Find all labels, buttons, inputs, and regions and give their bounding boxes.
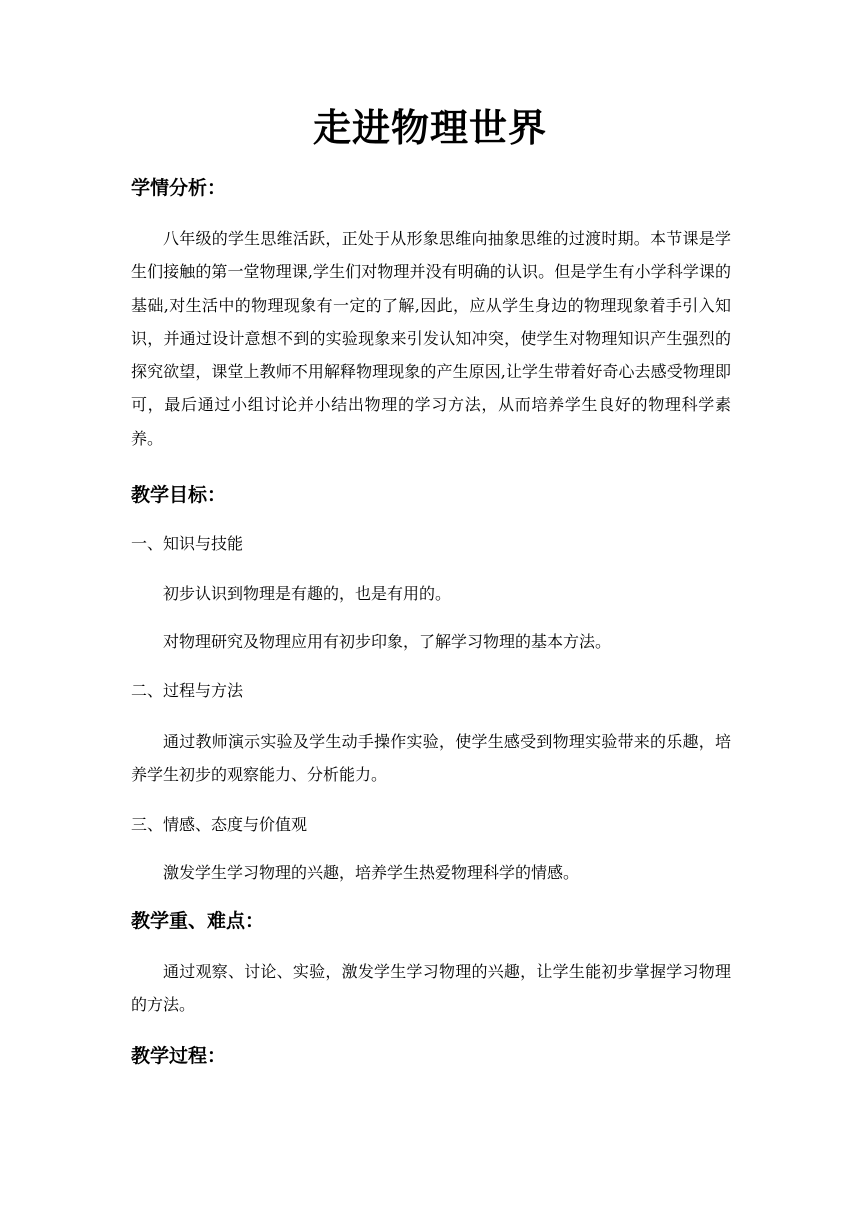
emotion-values-title: 三、情感、态度与价值观 xyxy=(131,815,308,834)
knowledge-item-2: 对物理研究及物理应用有初步印象，了解学习物理的基本方法。 xyxy=(163,632,612,651)
objectives-heading: 教学目标： xyxy=(131,484,227,506)
emotion-values-text: 激发学生学习物理的兴趣，培养学生热爱物理科学的情感。 xyxy=(163,863,580,882)
process-methods-text: 通过教师演示实验及学生动手操作实验，使学生感受到物理实验带来的乐趣，培养学生初步的观察能力、分析能力。 xyxy=(131,732,731,784)
teaching-process-heading: 教学过程： xyxy=(131,1045,227,1067)
learner-analysis-heading: 学情分析： xyxy=(131,177,227,199)
knowledge-item-1: 初步认识到物理是有趣的，也是有用的。 xyxy=(163,584,452,603)
learner-analysis-text: 八年级的学生思维活跃，正处于从形象思维向抽象思维的过渡时期。本节课是学生们接触的第一堂物理课,学生们对物理并没有明确的认识。但是学生有小学科学课的基础,对生活中的物理现象有一定的了解,因此，应从学生身边的物理现象着手引入知识，并通过设计意想不到的实验现象来引发认知冲突，使学生对物理知识产生强烈的探究欲望，课堂上教师不用解释物理现象的产生原因,让学生带着好奇心去感受物理即可，最后通过小组讨论并小结出物理的学习方法，从而培养学生良好的物理科学素养。 xyxy=(131,229,731,448)
process-methods-title: 二、过程与方法 xyxy=(131,681,244,700)
key-points-text: 通过观察、讨论、实验，激发学生学习物理的兴趣，让学生能初步掌握学习物理的方法。 xyxy=(131,962,731,1014)
knowledge-skills-title: 一、知识与技能 xyxy=(131,534,244,553)
key-points-heading: 教学重、难点： xyxy=(131,910,265,932)
document-title: 走进物理世界 xyxy=(312,105,547,150)
